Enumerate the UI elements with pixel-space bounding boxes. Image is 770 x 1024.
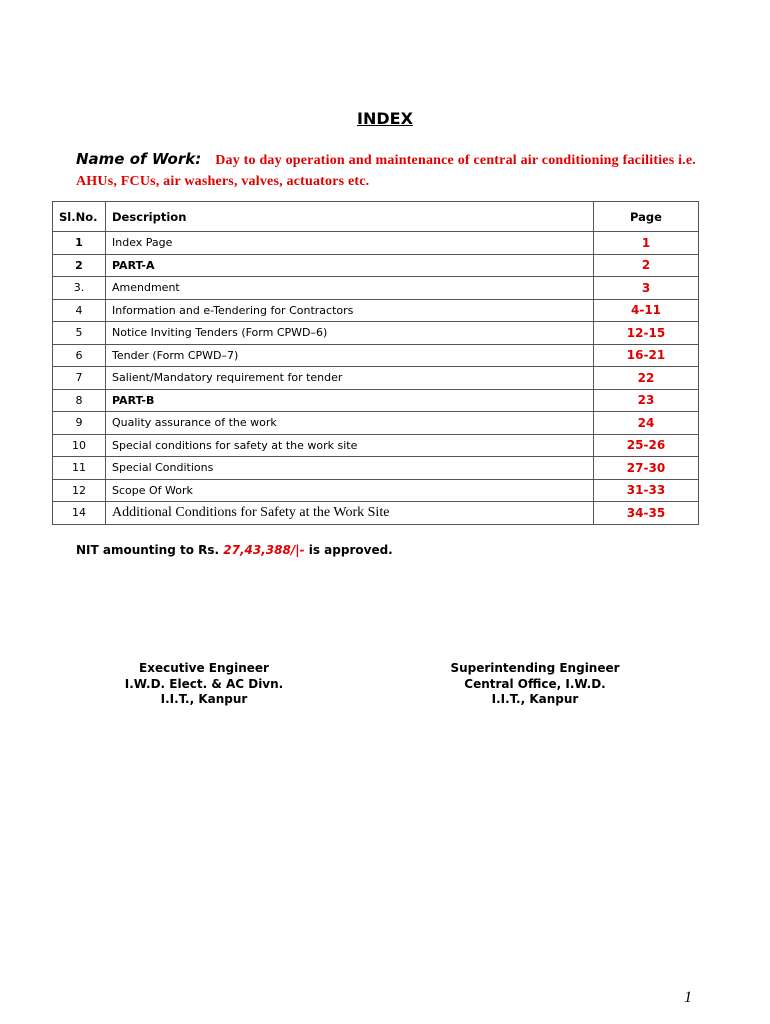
cell-sl: 5 bbox=[53, 322, 106, 345]
cell-page: 2 bbox=[594, 254, 699, 277]
cell-sl: 8 bbox=[53, 389, 106, 412]
table-row bbox=[53, 502, 699, 525]
cell-sl: 4 bbox=[53, 299, 106, 322]
signature-place: I.I.T., Kanpur bbox=[160, 692, 248, 706]
cell-description: Quality assurance of the work bbox=[106, 412, 594, 435]
nit-approval-line bbox=[76, 543, 393, 557]
cell-sl: 10 bbox=[53, 434, 106, 457]
signature-title: Superintending Engineer bbox=[450, 661, 620, 675]
cell-page: 3 bbox=[594, 277, 699, 300]
signature-superintending-engineer bbox=[415, 661, 655, 708]
cell-description: Additional Conditions for Safety at the Work Site bbox=[106, 502, 594, 525]
cell-page: 25-26 bbox=[594, 434, 699, 457]
cell-description: Tender (Form CPWD–7) bbox=[106, 344, 594, 367]
cell-page: 24 bbox=[594, 412, 699, 435]
cell-sl: 12 bbox=[53, 479, 106, 502]
table-row bbox=[53, 412, 699, 435]
cell-sl: 2 bbox=[53, 254, 106, 277]
table-header-row bbox=[53, 202, 699, 232]
cell-description: Index Page bbox=[106, 232, 594, 255]
cell-description: Notice Inviting Tenders (Form CPWD–6) bbox=[106, 322, 594, 345]
nit-amount: 27,43,388/|- bbox=[223, 543, 305, 557]
nit-suffix: is approved. bbox=[308, 543, 393, 557]
signature-executive-engineer bbox=[84, 661, 324, 708]
cell-page: 12-15 bbox=[594, 322, 699, 345]
cell-sl: 9 bbox=[53, 412, 106, 435]
table-row bbox=[53, 254, 699, 277]
cell-page: 27-30 bbox=[594, 457, 699, 480]
cell-description: PART-A bbox=[106, 254, 594, 277]
cell-sl: 6 bbox=[53, 344, 106, 367]
name-of-work-text: Day to day operation and maintenance of central air conditioning facilities i.e. AHUs, FCUs, air washers, valves, actuators etc. bbox=[76, 153, 696, 189]
cell-page: 23 bbox=[594, 389, 699, 412]
nit-prefix: NIT amounting to Rs. bbox=[76, 543, 220, 557]
index-table bbox=[52, 201, 699, 525]
cell-description: Amendment bbox=[106, 277, 594, 300]
page-title: INDEX bbox=[357, 109, 413, 128]
signature-office: Central Office, I.W.D. bbox=[464, 676, 606, 691]
cell-page: 31-33 bbox=[594, 479, 699, 502]
cell-sl: 1 bbox=[53, 232, 106, 255]
table-row bbox=[53, 434, 699, 457]
signature-title: Executive Engineer bbox=[139, 661, 269, 675]
cell-description: Special Conditions bbox=[106, 457, 594, 480]
cell-page: 34-35 bbox=[594, 502, 699, 525]
cell-description: Information and e-Tendering for Contractors bbox=[106, 299, 594, 322]
name-of-work-label: Name of Work: bbox=[76, 150, 202, 168]
table-row bbox=[53, 322, 699, 345]
cell-sl: 7 bbox=[53, 367, 106, 390]
cell-page: 4-11 bbox=[594, 299, 699, 322]
table-row bbox=[53, 277, 699, 300]
table-row bbox=[53, 344, 699, 367]
table-row bbox=[53, 367, 699, 390]
cell-description: Special conditions for safety at the work site bbox=[106, 434, 594, 457]
cell-page: 16-21 bbox=[594, 344, 699, 367]
cell-page: 1 bbox=[594, 232, 699, 255]
table-row bbox=[53, 389, 699, 412]
table-row bbox=[53, 457, 699, 480]
name-of-work bbox=[76, 149, 696, 191]
cell-sl: 11 bbox=[53, 457, 106, 480]
table-row bbox=[53, 232, 699, 255]
header-description: Description bbox=[106, 202, 594, 232]
header-page: Page bbox=[594, 202, 699, 232]
cell-sl: 14 bbox=[53, 502, 106, 525]
cell-page: 22 bbox=[594, 367, 699, 390]
cell-sl: 3. bbox=[53, 277, 106, 300]
signature-office: I.W.D. Elect. & AC Divn. bbox=[124, 676, 284, 691]
table-row bbox=[53, 299, 699, 322]
page-number: 1 bbox=[684, 989, 692, 1006]
cell-description: Salient/Mandatory requirement for tender bbox=[106, 367, 594, 390]
table-row bbox=[53, 479, 699, 502]
cell-description: PART-B bbox=[106, 389, 594, 412]
cell-description: Scope Of Work bbox=[106, 479, 594, 502]
signature-place: I.I.T., Kanpur bbox=[491, 692, 579, 706]
header-sl-no: Sl.No. bbox=[53, 202, 106, 232]
